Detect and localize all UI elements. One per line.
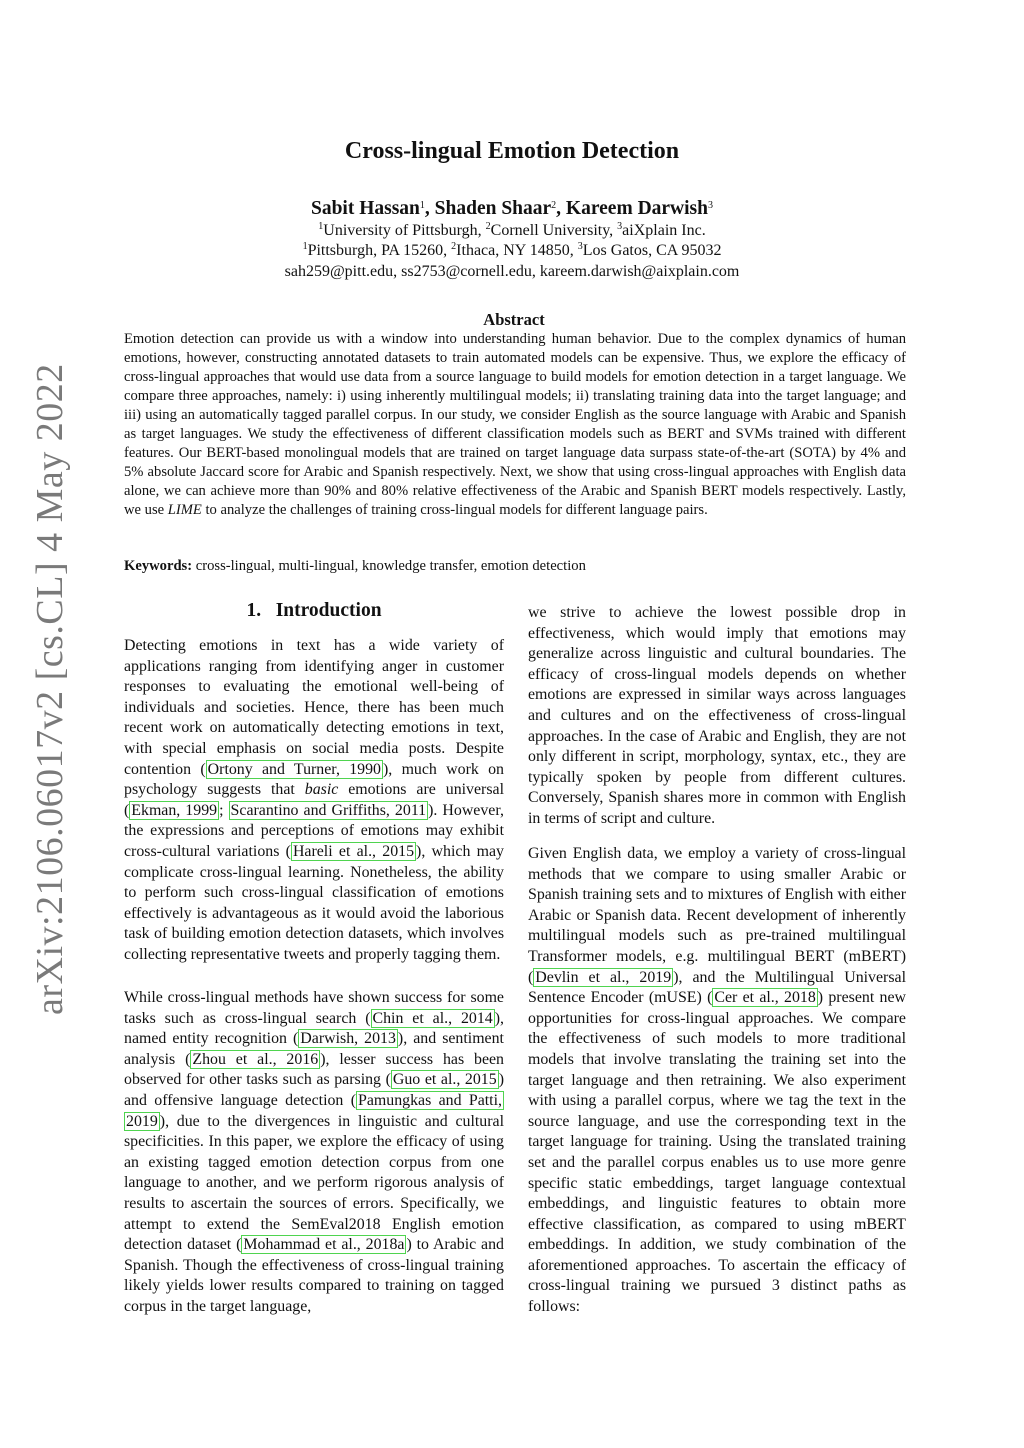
citation-link[interactable]: Mohammad et al., 2018a bbox=[243, 1236, 405, 1254]
section-number: 1. bbox=[246, 600, 262, 621]
section-heading-introduction bbox=[124, 600, 504, 622]
citation-link[interactable]: Zhou et al., 2016 bbox=[192, 1050, 319, 1068]
paragraph-text: ). However, the expressions and perceptions of emotions may exhibit cross-cultural variations ( bbox=[124, 801, 504, 860]
intro-paragraph-1 bbox=[124, 636, 504, 966]
intro-paragraph-4 bbox=[528, 844, 906, 1318]
citation-link[interactable]: Guo et al., 2015 bbox=[392, 1071, 497, 1089]
affiliation-marker: 1 bbox=[302, 241, 308, 252]
paragraph-text: While cross-lingual methods have shown success for some tasks such as cross-lingual search ( bbox=[124, 989, 504, 1027]
author-separator: , bbox=[556, 198, 566, 219]
citation-link[interactable]: Cer et al., 2018 bbox=[714, 989, 816, 1007]
paragraph-text: ) and offensive language detection ( bbox=[124, 1071, 504, 1109]
paragraph-text: ), much work on psychology suggests that bbox=[124, 760, 505, 799]
paragraph-text: ), named entity recognition ( bbox=[124, 1009, 504, 1048]
section-title-text: Introduction bbox=[275, 600, 382, 621]
keywords-text: cross-lingual, multi-lingual, knowledge transfer, emotion detection bbox=[192, 558, 586, 574]
paragraph-text: ), and the Multilingual Universal Sentence Encoder (mUSE) ( bbox=[528, 968, 906, 1007]
paragraph-text: Detecting emotions in text has a wide variety of applications ranging from identifying anger in customer responses to evaluating the emotional well-being of individuals and societies. Hence, there has been much recent work on automatically detecting emotions in text, with special emphasis on social media posts. Despite contention ( bbox=[124, 637, 504, 778]
citation-link[interactable]: Darwish, 2013 bbox=[300, 1030, 396, 1048]
paragraph-text: ), and sentiment analysis ( bbox=[124, 1030, 504, 1068]
abstract-lime-term: LIME bbox=[167, 502, 202, 518]
affiliation-addresses bbox=[0, 242, 1024, 260]
affiliation-text: Cornell University, bbox=[490, 222, 618, 239]
address-text: Ithaca, NY 14850, bbox=[456, 242, 578, 259]
affiliation-marker: 2 bbox=[485, 221, 491, 232]
citation-link[interactable]: Pamungkas and Patti, 2019 bbox=[126, 1091, 502, 1130]
emphasis-text: basic bbox=[304, 781, 339, 799]
keywords-label: Keywords: bbox=[124, 558, 193, 574]
intro-paragraph-2 bbox=[124, 988, 504, 1318]
arxiv-identifier-stamp: arXiv:2106.06017v2 [cs.CL] 4 May 2022 bbox=[29, 363, 71, 1015]
affiliation-marker: 2 bbox=[451, 241, 457, 252]
paragraph-text: ), due to the divergences in linguistic and cultural specificities. In this paper, we explore the efficacy of using an existing tagged emotion detection corpus from one language to another, and we perform rigorous analysis of results to ascertain the sources of errors. Specifically, we attempt to extend the SemEval2018 English emotion detection dataset ( bbox=[124, 1112, 504, 1254]
affiliation-institutions bbox=[0, 222, 1024, 240]
affiliation-marker: 3 bbox=[708, 200, 713, 211]
address-text: Los Gatos, CA 95032 bbox=[582, 242, 722, 259]
citation-link[interactable]: Ekman, 1999 bbox=[131, 801, 218, 819]
paragraph-text: Given English data, we employ a variety of cross-lingual methods that we compare to using smaller Arabic or Spanish training sets and to mixtures of English with either Arabic or Spanish data. Recent development of inherently multilingual models such as pre-trained multilingual Transformer models, e.g. multilingual BERT (mBERT) ( bbox=[528, 845, 906, 986]
author-name: Shaden Shaar bbox=[434, 198, 552, 219]
paragraph-text: ) present new opportunities for cross-lingual approaches. We compare the effectiveness of such models to more traditional models that involve translating the training set into the target language and then retraining. We also experiment with using a parallel corpus, where we tag the text in the source language, and use the corresponding text in the target language for training. Using the translated training set and the parallel corpus enables us to use more genre specific static embeddings, target language contextual embeddings, and linguistic features to obtain more effective classification, as compared to using mBERT embeddings. In addition, we study combination of the aforementioned approaches. To ascertain the efficacy of cross-lingual training we pursued 3 distinct paths as follows: bbox=[528, 989, 906, 1316]
intro-paragraph-3: we strive to achieve the lowest possible drop in effectiveness, which would imply that emotions may generalize across linguistic and cultural boundaries. The efficacy of cross-lingual models depends on whether emotions are expressed in similar ways across languages and cultures and on the effectiveness of cross-lingual approaches. In the case of Arabic and English, they are not only different in script, morphology, syntax, etc., they are typically spoken by people from different cultures. Conversely, Spanish shares more in common with English in terms of script and culture. bbox=[528, 604, 906, 827]
abstract-heading: Abstract bbox=[483, 310, 545, 329]
abstract-text-end: to analyze the challenges of training cross-lingual models for different language pairs. bbox=[201, 502, 708, 518]
citation-link[interactable]: Chin et al., 2014 bbox=[372, 1009, 493, 1027]
affiliation-marker: 1 bbox=[419, 200, 425, 211]
affiliation-marker: 3 bbox=[617, 221, 623, 232]
paragraph-text: ), lesser success has been observed for other tasks such as parsing ( bbox=[124, 1050, 505, 1089]
paragraph-text: ), which may complicate cross-lingual learning. Nonetheless, the ability to perform such cross-lingual classification of emotions effectively is advantageous as it would avoid the laborious task of building emotion detection datasets, which involves collecting representative tweets and properly tagging them. bbox=[124, 842, 504, 963]
author-separator: , bbox=[424, 198, 435, 219]
citation-link[interactable]: Devlin et al., 2019 bbox=[535, 968, 672, 986]
author-name: Sabit Hassan bbox=[310, 198, 420, 219]
paragraph-text: ; bbox=[219, 801, 229, 819]
paragraph-text: ) to Arabic and Spanish. Though the effectiveness of cross-lingual training likely yields lower results compared to training on tagged corpus in the target language, bbox=[124, 1236, 504, 1315]
abstract-text: Emotion detection can provide us with a window into understanding human behavior. Due to the complex dynamics of human emotions, however, constructing annotated datasets to train automated models can be expensive. Thus, we explore the efficacy of cross-lingual approaches that would use data from a source language to build models for emotion detection in a target language. We compare three approaches, namely: i) using inherently multilingual models; ii) translating training data into the target language; and iii) using an automatically tagged parallel corpus. In our study, we consider English as the source language with Arabic and Spanish as target languages. We study the effectiveness of different classification models such as BERT and SVMs trained with different features. Our BERT-based monolingual models that are trained on target language data surpass state-of-the-art (SOTA) by 4% and 5% absolute Jaccard score for Arabic and Spanish respectively. Next, we show that using cross-lingual approaches with English data alone, we can achieve more than 90% and 80% relative effectiveness of the Arabic and Spanish BERT models respectively. Lastly, we use bbox=[124, 331, 906, 518]
citation-link[interactable]: Scarantino and Griffiths, 2011 bbox=[230, 801, 427, 819]
author-name: Kareem Darwish bbox=[565, 198, 708, 219]
affiliation-marker: 1 bbox=[318, 221, 324, 232]
author-emails: sah259@pitt.edu, ss2753@cornell.edu, kareem.darwish@aixplain.com bbox=[284, 263, 740, 280]
abstract-body bbox=[124, 330, 906, 520]
citation-link[interactable]: Hareli et al., 2015 bbox=[292, 842, 415, 860]
paragraph-text: emotions are universal ( bbox=[124, 781, 504, 819]
citation-link[interactable]: Ortony and Turner, 1990 bbox=[207, 760, 382, 778]
affiliation-marker: 3 bbox=[577, 241, 583, 252]
keywords-line bbox=[124, 557, 586, 576]
paper-title: Cross-lingual Emotion Detection bbox=[344, 138, 680, 164]
address-text: Pittsburgh, PA 15260, bbox=[307, 242, 452, 259]
affiliation-marker: 2 bbox=[551, 200, 557, 211]
affiliation-text: aiXplain Inc. bbox=[622, 222, 706, 239]
author-list bbox=[0, 198, 1024, 220]
affiliation-text: University of Pittsburgh, bbox=[323, 222, 486, 239]
